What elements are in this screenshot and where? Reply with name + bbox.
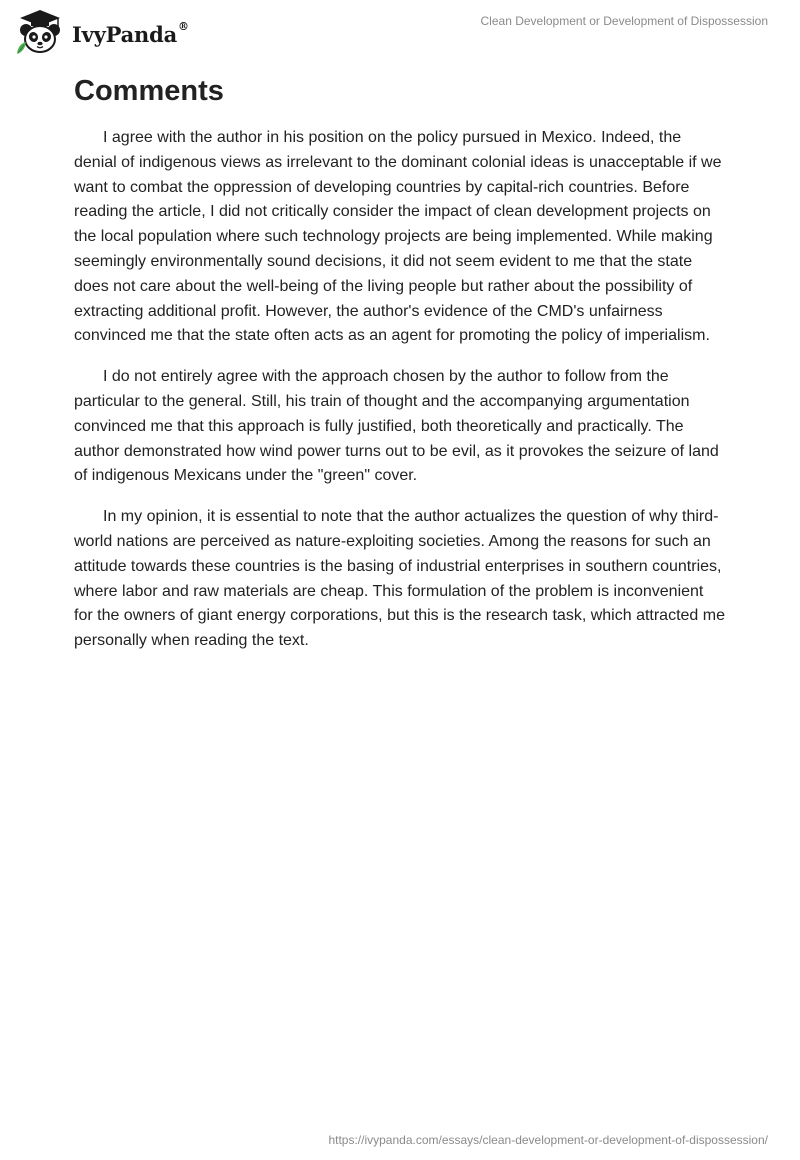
paragraph-2: I do not entirely agree with the approach chosen by the author to follow from the particular to the general. Still, his train of thought and the accompanying argumentation convinced me that this approach is fully justified, both theoretically and practically. The author demonstrated how wind power turns out to be evil, as it provokes the seizure of land of indigenous Mexicans under the "green" cover. (74, 368, 719, 485)
brand-name: IvyPanda® (72, 19, 189, 47)
registered-mark: ® (178, 19, 189, 33)
brand-logo[interactable] (14, 8, 189, 56)
article-content (74, 72, 726, 670)
panda-graduate-logo-icon (14, 8, 66, 56)
page-header (0, 0, 800, 64)
document-title: Clean Development or Development of Dispossession (480, 14, 768, 28)
paragraph-3: In my opinion, it is essential to note that the author actualizes the question of why third-world nations are perceived as nature-exploiting societies. Among the reasons for such an attitude towards these countries is the basing of industrial enterprises in southern countries, where labor and raw materials are cheap. This formulation of the problem is inconvenient for the owners of giant energy corporations, but this is the research task, which attracted me personally when reading the text. (74, 508, 725, 650)
paragraph-1: I agree with the author in his position on the policy pursued in Mexico. Indeed, the denial of indigenous views as irrelevant to the dominant colonial ideas is unacceptable if we want to combat the oppression of developing countries by capital-rich countries. Before reading the article, I did not critically consider the impact of clean development projects on the local population where such technology projects are being implemented. While making seemingly environmentally sound decisions, it did not seem evident to me that the state does not care about the well-being of the living people but rather about the possibility of extracting additional profit. However, the author's evidence of the CMD's unfairness convinced me that the state often acts as an agent for promoting the policy of imperialism. (74, 129, 722, 345)
section-heading: Comments (74, 75, 224, 107)
source-url[interactable]: https://ivypanda.com/essays/clean-development-or-development-of-dispossession/ (328, 1133, 768, 1147)
